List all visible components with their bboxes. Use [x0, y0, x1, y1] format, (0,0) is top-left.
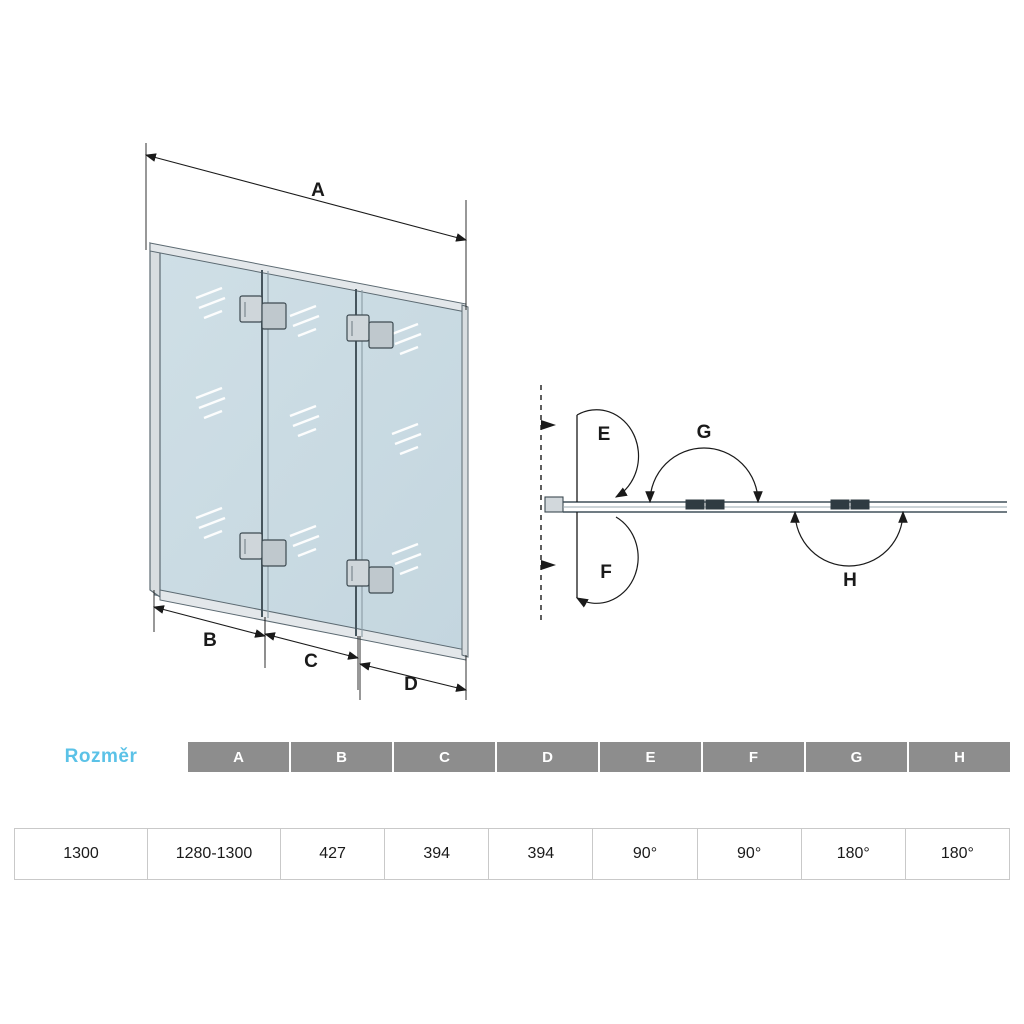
- table-cell-5: 90°: [593, 829, 697, 879]
- wall-bracket: [545, 497, 563, 512]
- angle-e-arc: [577, 410, 639, 497]
- table-header-d: D: [497, 742, 600, 772]
- front-view-group: [146, 143, 468, 700]
- table-header-a: A: [188, 742, 291, 772]
- dim-label-c: C: [304, 651, 318, 672]
- table-header-c: C: [394, 742, 497, 772]
- table-cell-4: 394: [489, 829, 593, 879]
- angle-label-g: G: [696, 422, 712, 443]
- table-cell-1: 1280-1300: [148, 829, 281, 879]
- dim-label-a: A: [311, 180, 325, 201]
- frame-right-post: [462, 305, 468, 657]
- dimension-table: [14, 742, 1010, 880]
- wall-arrow-lower: [541, 560, 556, 570]
- table-cell-3: 394: [385, 829, 489, 879]
- dim-label-d: D: [404, 674, 418, 695]
- frame-left-post: [150, 243, 160, 597]
- table-title: Rozměr: [14, 742, 188, 772]
- angle-h-arc: [795, 512, 903, 566]
- table-cell-6: 90°: [698, 829, 802, 879]
- glass-panel-assembly: [155, 250, 465, 655]
- table-header-b: B: [291, 742, 394, 772]
- dim-a-line: [146, 155, 466, 240]
- table-value-row: [14, 828, 1010, 880]
- dim-label-b: B: [203, 630, 217, 651]
- table-cell-7: 180°: [802, 829, 906, 879]
- table-cell-8: 180°: [940, 845, 974, 862]
- angle-label-f: F: [600, 562, 612, 583]
- table-header-f: F: [703, 742, 806, 772]
- table-cell-0: 1300: [15, 829, 148, 879]
- top-view-group: [541, 385, 1007, 625]
- table-cell-2: 427: [281, 829, 385, 879]
- angle-label-e: E: [597, 424, 611, 445]
- table-header-e: E: [600, 742, 703, 772]
- angle-label-h: H: [843, 570, 857, 591]
- angle-f-arc: [577, 517, 638, 603]
- table-header-g: G: [806, 742, 909, 772]
- table-header-h: H: [909, 742, 1010, 772]
- angle-g-arc: [650, 448, 758, 502]
- table-header-row: [14, 742, 1010, 772]
- wall-arrow-upper: [541, 420, 556, 430]
